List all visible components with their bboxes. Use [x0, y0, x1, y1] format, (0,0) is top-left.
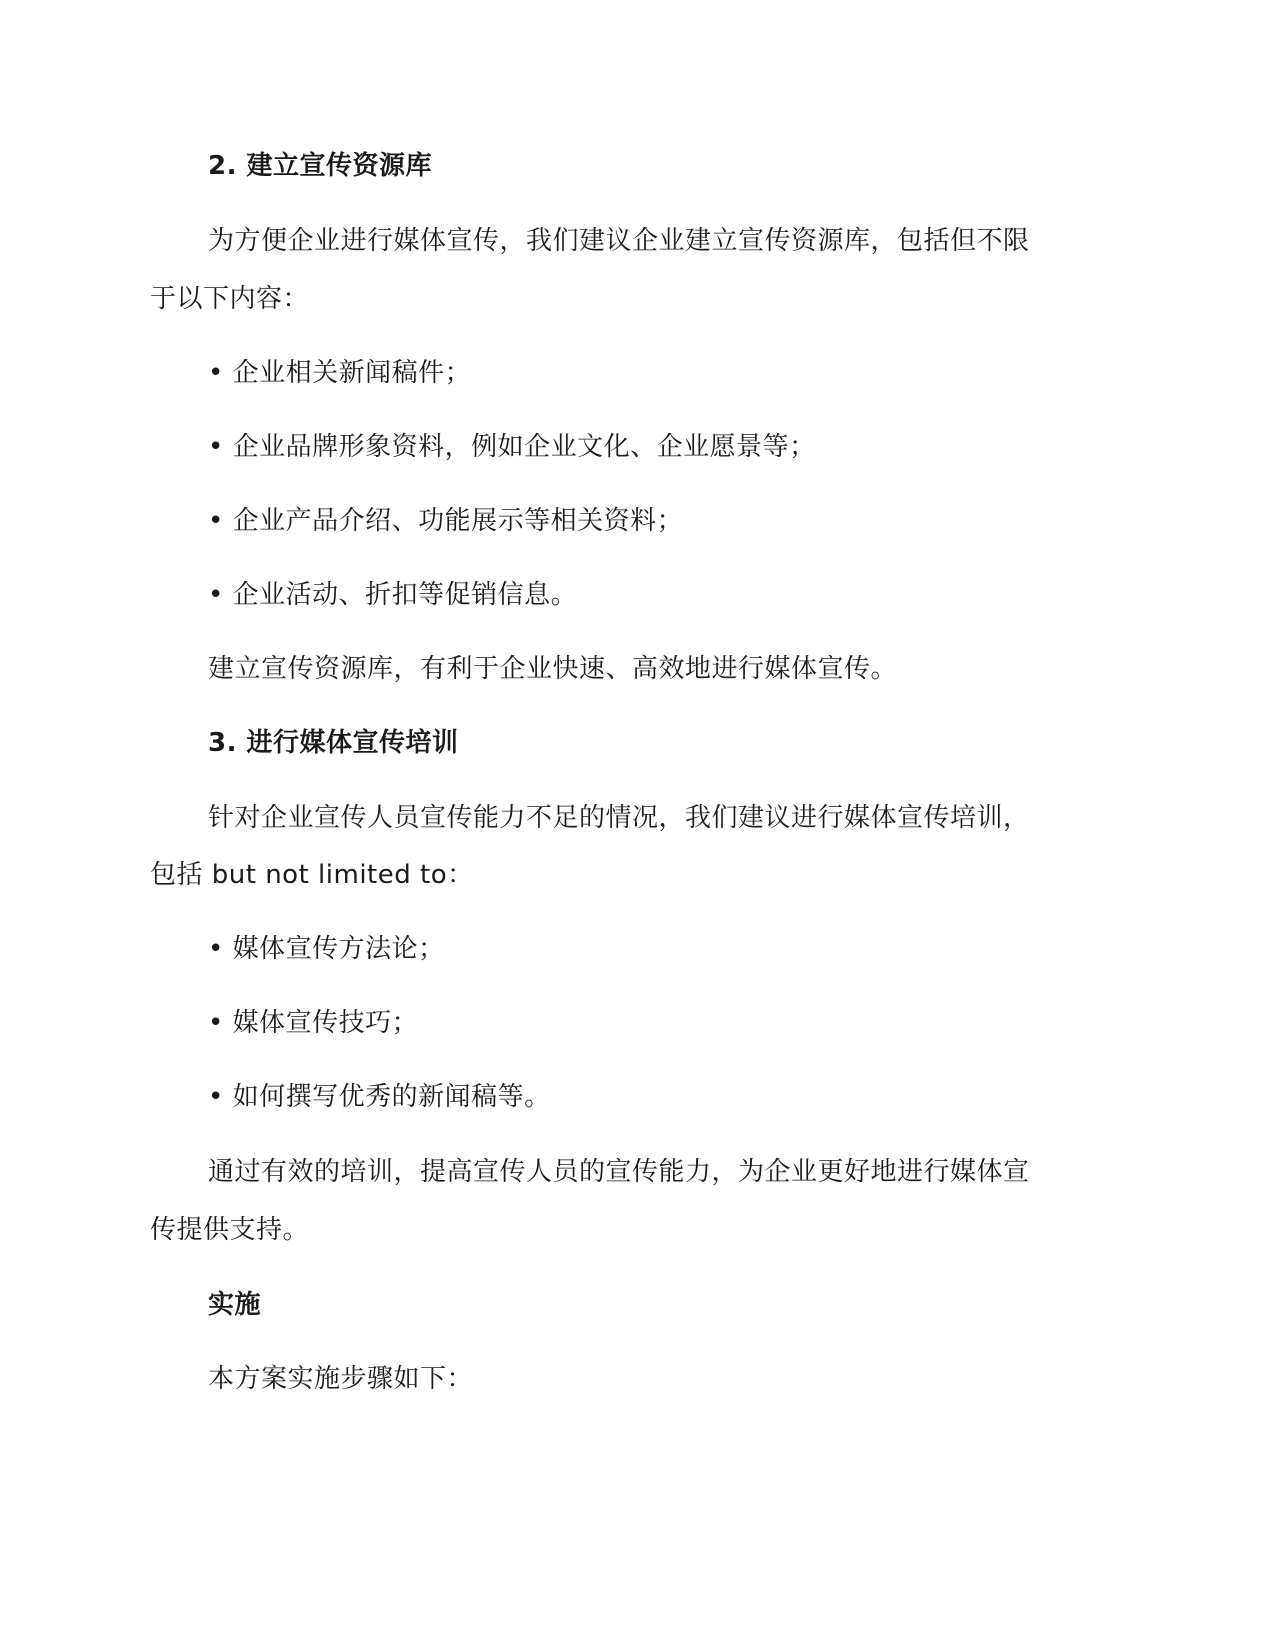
- section-heading-resource-library: 2. 建立宣传资源库: [208, 151, 433, 181]
- paragraph-line: 传提供支持。: [150, 1215, 310, 1245]
- list-item: • 企业活动、折扣等促销信息。: [208, 580, 578, 610]
- section-heading-training: 3. 进行媒体宣传培训: [208, 728, 459, 758]
- paragraph-line: 于以下内容：: [150, 284, 310, 314]
- paragraph-line: 本方案实施步骤如下：: [208, 1364, 474, 1394]
- list-item: • 媒体宣传技巧；: [208, 1008, 419, 1038]
- paragraph-line: 建立宣传资源库，有利于企业快速、高效地进行媒体宣传。: [208, 654, 898, 684]
- list-item: • 企业品牌形象资料，例如企业文化、企业愿景等；: [208, 432, 816, 462]
- list-item: • 媒体宣传方法论；: [208, 934, 445, 964]
- paragraph-line: 包括 but not limited to：: [150, 860, 474, 890]
- list-item: • 如何撰写优秀的新闻稿等。: [208, 1082, 551, 1112]
- list-item: • 企业产品介绍、功能展示等相关资料；: [208, 506, 684, 536]
- paragraph-line: 通过有效的培训，提高宣传人员的宣传能力，为企业更好地进行媒体宣: [208, 1157, 1030, 1187]
- paragraph-line: 为方便企业进行媒体宣传，我们建议企业建立宣传资源库，包括但不限: [208, 226, 1030, 256]
- paragraph-line: 针对企业宣传人员宣传能力不足的情况，我们建议进行媒体宣传培训，: [208, 803, 1030, 833]
- section-heading-implementation: 实施: [208, 1290, 262, 1320]
- list-item: • 企业相关新闻稿件；: [208, 358, 472, 388]
